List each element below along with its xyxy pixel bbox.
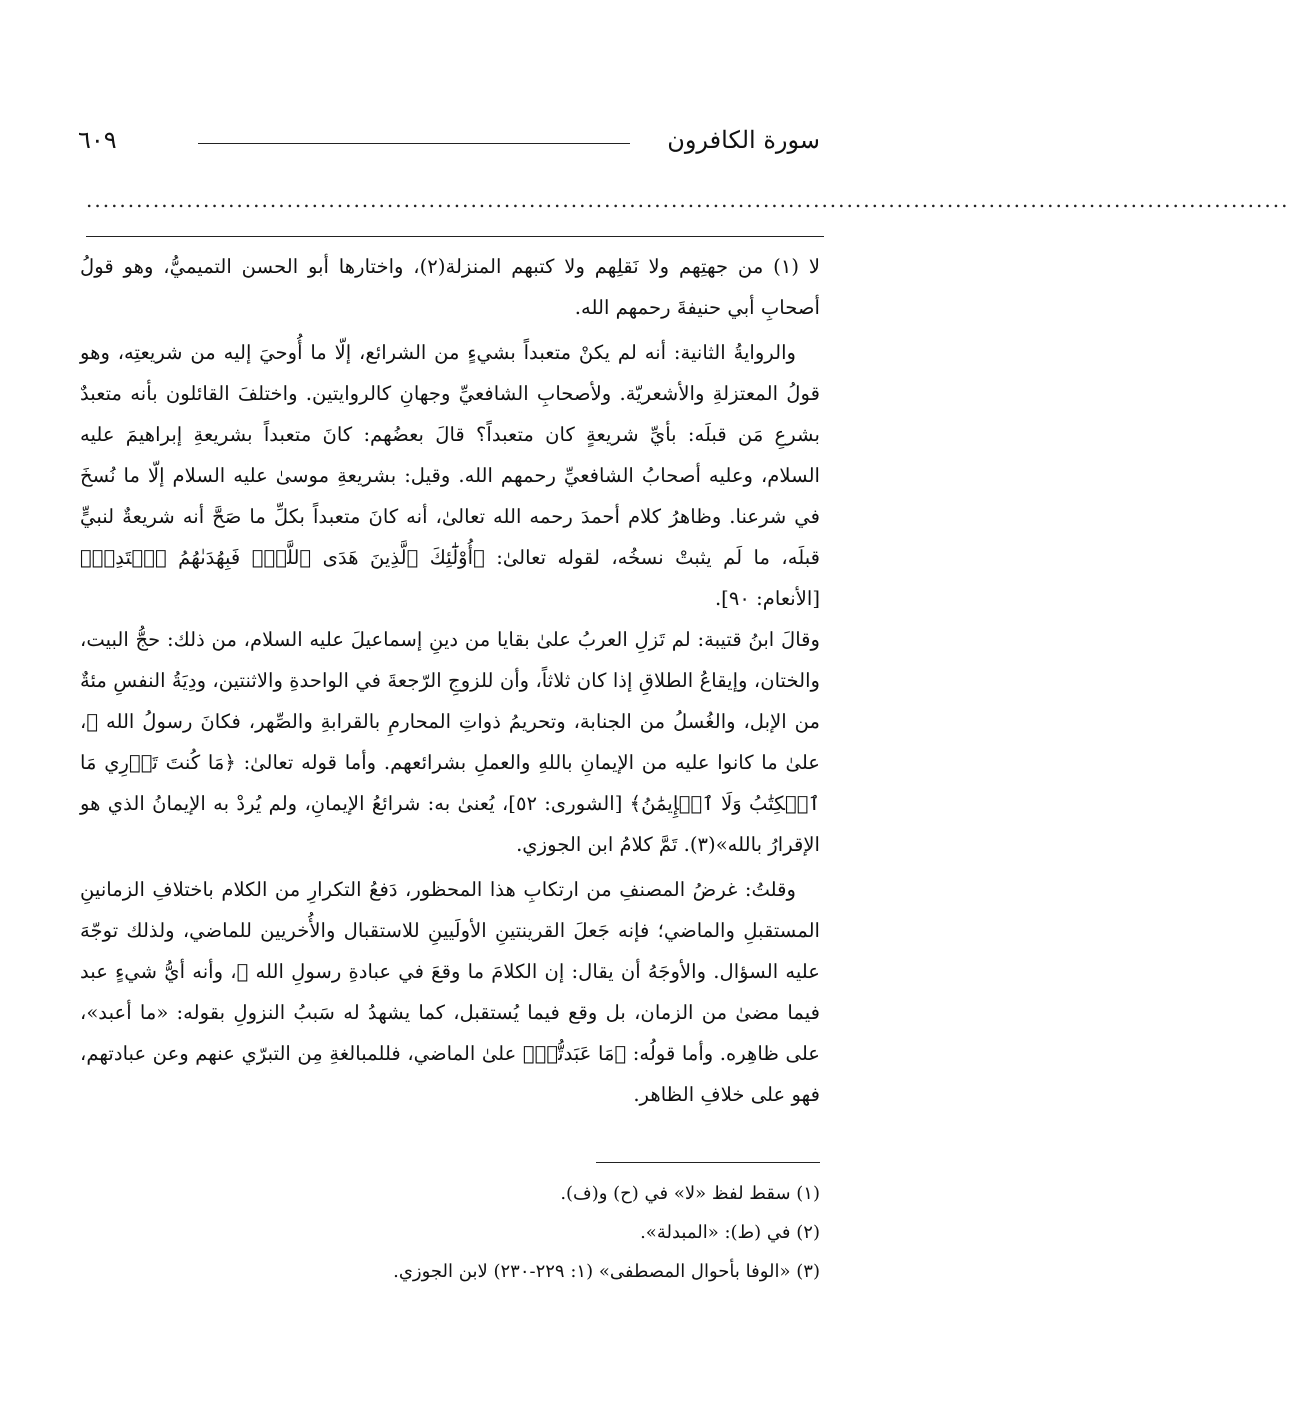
paragraph: لا (١) من جهتِهم ولا نَقلِهم ولا كتبهم المنزلة(٢)، واختارها أبو الحسن التميميُّ، وهو قولُ أصحابِ أبي حنيفةَ رحمهم الله. xyxy=(80,255,820,319)
footnote-rule xyxy=(596,1162,820,1163)
surah-title: سورة الكافرون xyxy=(667,126,820,154)
paragraph: وقلتُ: غرضُ المصنفِ من ارتكابِ هذا المحظور، دَفعُ التكرارِ من الكلام باختلافِ الزمانينِ المستقبلِ والماضي؛ فإنه جَعلَ القرينتينِ الأولَيينِ للاستقبال والأُخريين للماضي، ولذلك توجّهَ عليه السؤال. والأوجَهُ أن يقال: إن الكلامَ ما وقعَ في عبادةِ رسولِ الله ﷺ، وأنه أيُّ شيءٍ عبد فيما مضىٰ من الزمان، بل وقع فيما يُستقبل، كما يشهدُ له سَببُ النزولِ بقوله: «ما أعبد»، على ظاهِره. وأما قولُه: ﴿مَا عَبَدتُّمۡ﴾ علىٰ الماضي، فللمبالغةِ مِن التبرّي عنهم وعن عبادتهم، فهو على خلافِ الظاهر. xyxy=(80,878,820,1106)
footnote: (١) سقط لفظ «لا» في (ح) و(ف). xyxy=(560,1183,820,1204)
footnote: (٣) «الوفا بأحوال المصطفى» (١: ٢٢٩-٢٣٠) لابن الجوزي. xyxy=(393,1261,820,1282)
footnotes xyxy=(300,1174,820,1291)
page-header xyxy=(78,122,820,162)
header-rule xyxy=(198,143,630,144)
content-rule xyxy=(86,236,824,237)
dotted-separator: ................................................................................................................................................ xyxy=(86,188,1289,212)
page-body xyxy=(80,246,820,1115)
paragraph: وقالَ ابنُ قتيبة: لم تَزلِ العربُ علىٰ بقايا من دينِ إسماعيلَ عليه السلام، من ذلك: حجُّ البيت، والختان، وإيقاعُ الطلاقِ إذا كان ثلاثاً، وأن للزوجِ الرّجعةَ في الواحدةِ والاثنتين، ودِيَةُ النفسِ مئةٌ من الإبل، والغُسلُ من الجنابة، وتحريمُ ذواتِ المحارمِ بالقرابةِ والصِّهر، فكانَ رسولُ الله ﷺ، علىٰ ما كانوا عليه من الإيمانِ باللهِ والعملِ بشرائعهم. وأما قوله تعالىٰ: ﴿مَا كُنتَ تَدۡرِي مَا ٱلۡكِتَٰبُ وَلَا ٱلۡإِيمَٰنُ﴾ [الشورى: ٥٢]، يُعنىٰ به: شرائعُ الإيمانِ، ولم يُردْ به الإيمانُ الذي هو الإقرارُ بالله»(٣). تَمَّ كلامُ ابن الجوزي. xyxy=(80,628,820,856)
paragraph: والروايةُ الثانية: أنه لم يكنْ متعبداً بشيءٍ من الشرائع، إلّا ما أُوحيَ إليه من شريعتِه، وهو قولُ المعتزلةِ والأشعريّة. ولأصحابِ الشافعيِّ وجهانِ كالروايتين. واختلفَ القائلون بأنه متعبدٌ بشرعِ مَن قبلَه: بأيِّ شريعةٍ كان متعبداً؟ قالَ بعضُهم: كانَ متعبداً بشريعةِ إبراهيمَ عليه السلام، وعليه أصحابُ الشافعيِّ رحمهم الله. وقيل: بشريعةِ موسىٰ عليه السلام إلّا ما نُسخَ في شرعنا. وظاهرُ كلام أحمدَ رحمه الله تعالىٰ، أنه كانَ متعبداً بكلِّ ما صَحَّ أنه شريعةٌ لنبيٍّ قبلَه، ما لَم يثبتْ نسخُه، لقوله تعالىٰ: ﴿أُوْلَٰٓئِكَ ٱلَّذِينَ هَدَى ٱللَّهُۖ فَبِهُدَىٰهُمُ ٱقۡتَدِهۡ﴾ [الأنعام: ٩٠]. xyxy=(80,341,820,610)
page-number: ٦٠٩ xyxy=(78,126,117,154)
footnote: (٢) في (ط): «المبدلة». xyxy=(640,1222,820,1243)
